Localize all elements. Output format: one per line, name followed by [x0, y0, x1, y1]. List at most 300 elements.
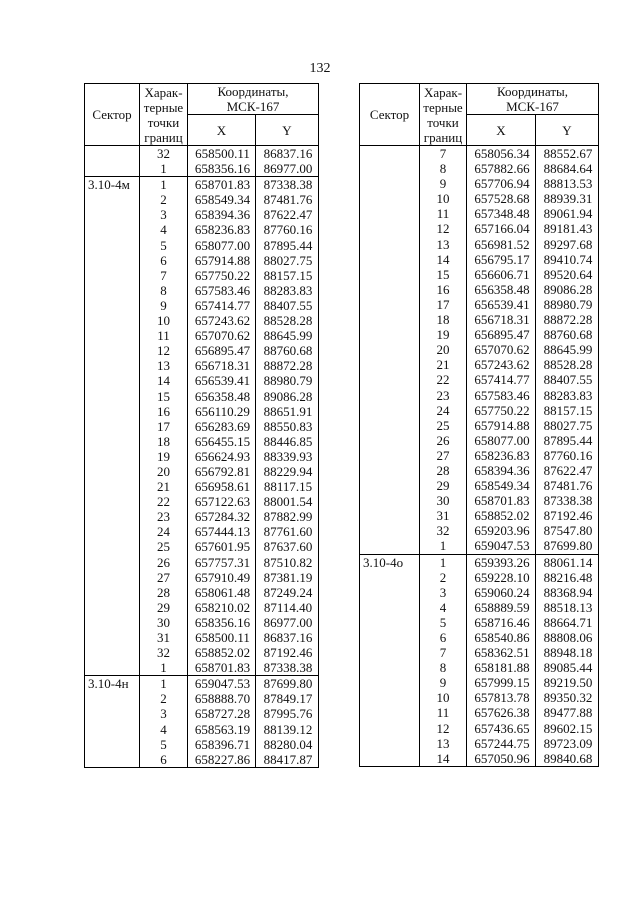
sector-cell	[85, 343, 140, 358]
sector-cell	[360, 297, 420, 312]
point-number-cell: 10	[420, 191, 467, 206]
table-row	[85, 737, 319, 752]
point-number-cell: 6	[140, 752, 188, 768]
table-row	[85, 722, 319, 737]
point-number-cell: 21	[140, 479, 188, 494]
x-coordinate-cell: 657914.88	[467, 418, 536, 433]
x-coordinate-cell: 658236.83	[467, 448, 536, 463]
table-body	[360, 146, 599, 767]
table-row	[85, 464, 319, 479]
table-row	[360, 448, 599, 463]
point-number-cell: 10	[140, 313, 188, 328]
header-coords-line: Координаты,	[497, 84, 568, 99]
x-coordinate-cell: 658701.83	[188, 177, 256, 193]
x-coordinate-cell: 658056.34	[467, 146, 536, 162]
x-coordinate-cell: 657583.46	[188, 283, 256, 298]
header-char-line: границ	[144, 129, 183, 145]
y-coordinate-cell: 89602.15	[536, 721, 599, 736]
y-coordinate-cell: 88664.71	[536, 615, 599, 630]
point-number-cell: 8	[140, 283, 188, 298]
sector-cell	[360, 237, 420, 252]
point-number-cell: 25	[420, 418, 467, 433]
x-coordinate-cell: 656895.47	[467, 327, 536, 342]
table-row	[85, 207, 319, 222]
table-row	[360, 146, 599, 162]
table-row	[85, 404, 319, 419]
point-number-cell: 4	[140, 722, 188, 737]
table-row	[85, 630, 319, 645]
table-header	[360, 84, 599, 146]
point-number-cell: 13	[420, 736, 467, 751]
y-coordinate-cell: 87547.80	[536, 523, 599, 538]
y-coordinate-cell: 88980.79	[536, 297, 599, 312]
point-number-cell: 5	[140, 238, 188, 253]
y-coordinate-cell: 87699.80	[256, 676, 319, 692]
sector-cell	[85, 722, 140, 737]
table-row	[360, 751, 599, 767]
x-coordinate-cell: 657122.63	[188, 494, 256, 509]
x-coordinate-cell: 656358.48	[467, 282, 536, 297]
sector-cell	[85, 389, 140, 404]
header-coords-title	[467, 84, 599, 115]
table-row	[85, 524, 319, 539]
y-coordinate-cell: 88684.64	[536, 161, 599, 176]
sector-cell	[85, 570, 140, 585]
sector-cell	[360, 645, 420, 660]
x-coordinate-cell: 657528.68	[467, 191, 536, 206]
point-number-cell: 27	[420, 448, 467, 463]
sector-cell	[360, 660, 420, 675]
table-row	[360, 463, 599, 478]
y-coordinate-cell: 88283.83	[256, 283, 319, 298]
x-coordinate-cell: 659203.96	[467, 523, 536, 538]
point-number-cell: 15	[420, 267, 467, 282]
table-row	[360, 690, 599, 705]
header-y: Y	[536, 115, 599, 146]
sector-cell	[85, 373, 140, 388]
y-coordinate-cell: 88872.28	[536, 312, 599, 327]
sector-cell	[360, 690, 420, 705]
point-number-cell: 3	[140, 207, 188, 222]
table-row	[85, 706, 319, 721]
point-number-cell: 1	[140, 177, 188, 193]
table-row	[360, 508, 599, 523]
table-row	[85, 676, 319, 692]
table-row	[360, 736, 599, 751]
header-char-line: точки	[147, 114, 180, 130]
sector-cell	[85, 524, 140, 539]
sector-cell	[360, 478, 420, 493]
table-row	[85, 268, 319, 283]
table-row	[360, 538, 599, 554]
y-coordinate-cell: 88760.68	[256, 343, 319, 358]
table-row	[360, 357, 599, 372]
y-coordinate-cell: 87249.24	[256, 585, 319, 600]
header-y: Y	[256, 115, 319, 146]
table-row	[360, 312, 599, 327]
x-coordinate-cell: 658356.16	[188, 615, 256, 630]
point-number-cell: 26	[420, 433, 467, 448]
sector-cell	[85, 146, 140, 162]
y-coordinate-cell: 87761.60	[256, 524, 319, 539]
table-row	[85, 645, 319, 660]
y-coordinate-cell: 88417.87	[256, 752, 319, 768]
sector-cell	[85, 737, 140, 752]
table-row	[360, 252, 599, 267]
y-coordinate-cell: 88446.85	[256, 434, 319, 449]
y-coordinate-cell: 88980.79	[256, 373, 319, 388]
x-coordinate-cell: 658540.86	[467, 630, 536, 645]
point-number-cell: 1	[420, 554, 467, 570]
table-row	[85, 449, 319, 464]
point-number-cell: 11	[420, 206, 467, 221]
sector-cell	[85, 253, 140, 268]
sector-cell	[85, 706, 140, 721]
y-coordinate-cell: 88528.28	[536, 357, 599, 372]
point-number-cell: 14	[420, 252, 467, 267]
x-coordinate-cell: 658356.16	[188, 161, 256, 177]
table-row	[360, 388, 599, 403]
sector-cell	[360, 357, 420, 372]
x-coordinate-cell: 658701.83	[188, 660, 256, 676]
sector-cell	[85, 509, 140, 524]
point-number-cell: 9	[420, 176, 467, 191]
x-coordinate-cell: 657750.22	[188, 268, 256, 283]
y-coordinate-cell: 88939.31	[536, 191, 599, 206]
point-number-cell: 23	[420, 388, 467, 403]
x-coordinate-cell: 657243.62	[467, 357, 536, 372]
table-row	[85, 555, 319, 570]
table-row	[85, 539, 319, 554]
table-row	[360, 206, 599, 221]
x-coordinate-cell: 657414.77	[467, 372, 536, 387]
point-number-cell: 4	[420, 600, 467, 615]
sector-cell	[360, 493, 420, 508]
point-number-cell: 11	[140, 328, 188, 343]
point-number-cell: 31	[140, 630, 188, 645]
sector-cell	[85, 479, 140, 494]
point-number-cell: 3	[420, 585, 467, 600]
point-number-cell: 20	[420, 342, 467, 357]
table-row	[85, 161, 319, 177]
x-coordinate-cell: 658077.00	[188, 238, 256, 253]
sector-cell	[360, 705, 420, 720]
x-coordinate-cell: 656895.47	[188, 343, 256, 358]
sector-cell	[360, 736, 420, 751]
sector-cell	[360, 600, 420, 615]
y-coordinate-cell: 89086.28	[256, 389, 319, 404]
point-number-cell: 21	[420, 357, 467, 372]
point-number-cell: 10	[420, 690, 467, 705]
x-coordinate-cell: 658181.88	[467, 660, 536, 675]
y-coordinate-cell: 88760.68	[536, 327, 599, 342]
y-coordinate-cell: 89840.68	[536, 751, 599, 767]
y-coordinate-cell: 87849.17	[256, 691, 319, 706]
point-number-cell: 5	[140, 737, 188, 752]
x-coordinate-cell: 656455.15	[188, 434, 256, 449]
point-number-cell: 7	[420, 645, 467, 660]
table-row	[85, 328, 319, 343]
sector-cell: 3.10-4н	[85, 676, 140, 692]
point-number-cell: 12	[420, 221, 467, 236]
x-coordinate-cell: 656795.17	[467, 252, 536, 267]
x-coordinate-cell: 657070.62	[467, 342, 536, 357]
point-number-cell: 16	[420, 282, 467, 297]
table-row	[85, 479, 319, 494]
x-coordinate-cell: 657348.48	[467, 206, 536, 221]
table-header	[85, 84, 319, 146]
y-coordinate-cell: 89181.43	[536, 221, 599, 236]
y-coordinate-cell: 87760.16	[256, 222, 319, 237]
sector-cell	[360, 191, 420, 206]
point-number-cell: 17	[140, 419, 188, 434]
y-coordinate-cell: 88229.94	[256, 464, 319, 479]
x-coordinate-cell: 657166.04	[467, 221, 536, 236]
table-row	[360, 282, 599, 297]
table-row	[360, 478, 599, 493]
sector-cell	[85, 691, 140, 706]
x-coordinate-cell: 658394.36	[467, 463, 536, 478]
point-number-cell: 18	[140, 434, 188, 449]
table-row	[360, 403, 599, 418]
sector-cell	[360, 388, 420, 403]
x-coordinate-cell: 656792.81	[188, 464, 256, 479]
x-coordinate-cell: 656539.41	[188, 373, 256, 388]
y-coordinate-cell: 86977.00	[256, 615, 319, 630]
sector-cell	[360, 585, 420, 600]
point-number-cell: 19	[420, 327, 467, 342]
x-coordinate-cell: 657750.22	[467, 403, 536, 418]
sector-cell	[85, 585, 140, 600]
y-coordinate-cell: 89219.50	[536, 675, 599, 690]
table-row	[360, 342, 599, 357]
x-coordinate-cell: 656718.31	[467, 312, 536, 327]
sector-cell	[85, 494, 140, 509]
table-row	[360, 615, 599, 630]
y-coordinate-cell: 87510.82	[256, 555, 319, 570]
table-row	[360, 660, 599, 675]
point-number-cell: 30	[420, 493, 467, 508]
sector-cell	[360, 176, 420, 191]
point-number-cell: 1	[140, 676, 188, 692]
point-number-cell: 9	[140, 298, 188, 313]
table-row	[85, 389, 319, 404]
point-number-cell: 27	[140, 570, 188, 585]
header-x: X	[467, 115, 536, 146]
sector-cell	[85, 161, 140, 177]
sector-cell	[360, 221, 420, 236]
sector-cell	[360, 327, 420, 342]
sector-cell	[360, 206, 420, 221]
y-coordinate-cell: 88157.15	[536, 403, 599, 418]
x-coordinate-cell: 656110.29	[188, 404, 256, 419]
sector-cell	[85, 434, 140, 449]
point-number-cell: 28	[140, 585, 188, 600]
x-coordinate-cell: 659393.26	[467, 554, 536, 570]
y-coordinate-cell: 88550.83	[256, 419, 319, 434]
y-coordinate-cell: 88645.99	[256, 328, 319, 343]
point-number-cell: 22	[420, 372, 467, 387]
x-coordinate-cell: 659060.24	[467, 585, 536, 600]
x-coordinate-cell: 658889.59	[467, 600, 536, 615]
x-coordinate-cell: 656606.71	[467, 267, 536, 282]
y-coordinate-cell: 86837.16	[256, 630, 319, 645]
y-coordinate-cell: 88552.67	[536, 146, 599, 162]
table-row	[85, 253, 319, 268]
x-coordinate-cell: 657626.38	[467, 705, 536, 720]
y-coordinate-cell: 87114.40	[256, 600, 319, 615]
table-row	[85, 419, 319, 434]
x-coordinate-cell: 656958.61	[188, 479, 256, 494]
point-number-cell: 17	[420, 297, 467, 312]
point-number-cell: 6	[420, 630, 467, 645]
sector-cell	[85, 645, 140, 660]
y-coordinate-cell: 87338.38	[256, 177, 319, 193]
table-row	[360, 705, 599, 720]
point-number-cell: 29	[420, 478, 467, 493]
y-coordinate-cell: 87481.76	[256, 192, 319, 207]
table-row	[360, 645, 599, 660]
y-coordinate-cell: 88216.48	[536, 570, 599, 585]
sector-cell	[85, 192, 140, 207]
y-coordinate-cell: 87192.46	[536, 508, 599, 523]
sector-cell	[360, 403, 420, 418]
x-coordinate-cell: 656358.48	[188, 389, 256, 404]
x-coordinate-cell: 658061.48	[188, 585, 256, 600]
table-row	[85, 177, 319, 193]
x-coordinate-cell: 657244.75	[467, 736, 536, 751]
point-number-cell: 19	[140, 449, 188, 464]
table-row	[85, 283, 319, 298]
table-row	[85, 238, 319, 253]
point-number-cell: 26	[140, 555, 188, 570]
y-coordinate-cell: 88280.04	[256, 737, 319, 752]
point-number-cell: 31	[420, 508, 467, 523]
x-coordinate-cell: 658852.02	[467, 508, 536, 523]
y-coordinate-cell: 88645.99	[536, 342, 599, 357]
point-number-cell: 32	[140, 645, 188, 660]
header-coords-line: Координаты,	[217, 84, 289, 99]
point-number-cell: 28	[420, 463, 467, 478]
y-coordinate-cell: 88001.54	[256, 494, 319, 509]
x-coordinate-cell: 657070.62	[188, 328, 256, 343]
y-coordinate-cell: 88651.91	[256, 404, 319, 419]
y-coordinate-cell: 88948.18	[536, 645, 599, 660]
point-number-cell: 30	[140, 615, 188, 630]
table-row	[360, 297, 599, 312]
table-row	[360, 176, 599, 191]
sector-cell	[85, 404, 140, 419]
x-coordinate-cell: 657914.88	[188, 253, 256, 268]
table-row	[360, 267, 599, 282]
table-row	[85, 615, 319, 630]
sector-cell	[85, 268, 140, 283]
sector-cell	[360, 630, 420, 645]
point-number-cell: 12	[140, 343, 188, 358]
table-row	[85, 373, 319, 388]
sector-cell	[85, 464, 140, 479]
x-coordinate-cell: 657444.13	[188, 524, 256, 539]
table-row	[360, 161, 599, 176]
table-row	[85, 600, 319, 615]
point-number-cell: 1	[140, 161, 188, 177]
table-row	[85, 358, 319, 373]
x-coordinate-cell: 657436.65	[467, 721, 536, 736]
table-row	[85, 752, 319, 768]
point-number-cell: 2	[140, 691, 188, 706]
x-coordinate-cell: 656283.69	[188, 419, 256, 434]
sector-cell	[360, 615, 420, 630]
point-number-cell: 5	[420, 615, 467, 630]
point-number-cell: 2	[140, 192, 188, 207]
x-coordinate-cell: 658210.02	[188, 600, 256, 615]
point-number-cell: 15	[140, 389, 188, 404]
x-coordinate-cell: 658888.70	[188, 691, 256, 706]
y-coordinate-cell: 88872.28	[256, 358, 319, 373]
y-coordinate-cell: 87622.47	[256, 207, 319, 222]
header-coords-title	[188, 84, 319, 115]
x-coordinate-cell: 658727.28	[188, 706, 256, 721]
y-coordinate-cell: 88808.06	[536, 630, 599, 645]
y-coordinate-cell: 89477.88	[536, 705, 599, 720]
coordinates-table-right	[359, 83, 599, 767]
y-coordinate-cell: 87699.80	[536, 538, 599, 554]
sector-cell	[85, 555, 140, 570]
header-char-line: Харак-	[423, 84, 463, 100]
x-coordinate-cell: 658362.51	[467, 645, 536, 660]
x-coordinate-cell: 657910.49	[188, 570, 256, 585]
x-coordinate-cell: 657999.15	[467, 675, 536, 690]
y-coordinate-cell: 89723.09	[536, 736, 599, 751]
y-coordinate-cell: 87882.99	[256, 509, 319, 524]
y-coordinate-cell: 88139.12	[256, 722, 319, 737]
x-coordinate-cell: 658500.11	[188, 146, 256, 162]
x-coordinate-cell: 658394.36	[188, 207, 256, 222]
sector-cell	[85, 615, 140, 630]
x-coordinate-cell: 657706.94	[467, 176, 536, 191]
y-coordinate-cell: 87338.38	[256, 660, 319, 676]
y-coordinate-cell: 88518.13	[536, 600, 599, 615]
table-row	[85, 222, 319, 237]
header-char-line: границ	[423, 129, 463, 145]
x-coordinate-cell: 658716.46	[467, 615, 536, 630]
y-coordinate-cell: 89520.64	[536, 267, 599, 282]
sector-cell	[360, 282, 420, 297]
y-coordinate-cell: 87637.60	[256, 539, 319, 554]
x-coordinate-cell: 656981.52	[467, 237, 536, 252]
sector-cell: 3.10-4о	[360, 554, 420, 570]
table-row	[360, 721, 599, 736]
table-row	[360, 523, 599, 538]
sector-cell	[360, 523, 420, 538]
point-number-cell: 1	[140, 660, 188, 676]
y-coordinate-cell: 88813.53	[536, 176, 599, 191]
point-number-cell: 11	[420, 705, 467, 720]
y-coordinate-cell: 88283.83	[536, 388, 599, 403]
point-number-cell: 7	[420, 146, 467, 162]
y-coordinate-cell: 88117.15	[256, 479, 319, 494]
header-sector: Сектор	[85, 84, 140, 146]
y-coordinate-cell: 88339.93	[256, 449, 319, 464]
table-row	[85, 313, 319, 328]
y-coordinate-cell: 89086.28	[536, 282, 599, 297]
table-row	[360, 372, 599, 387]
y-coordinate-cell: 87622.47	[536, 463, 599, 478]
y-coordinate-cell: 88157.15	[256, 268, 319, 283]
table-row	[360, 221, 599, 236]
x-coordinate-cell: 656539.41	[467, 297, 536, 312]
table-row	[85, 585, 319, 600]
